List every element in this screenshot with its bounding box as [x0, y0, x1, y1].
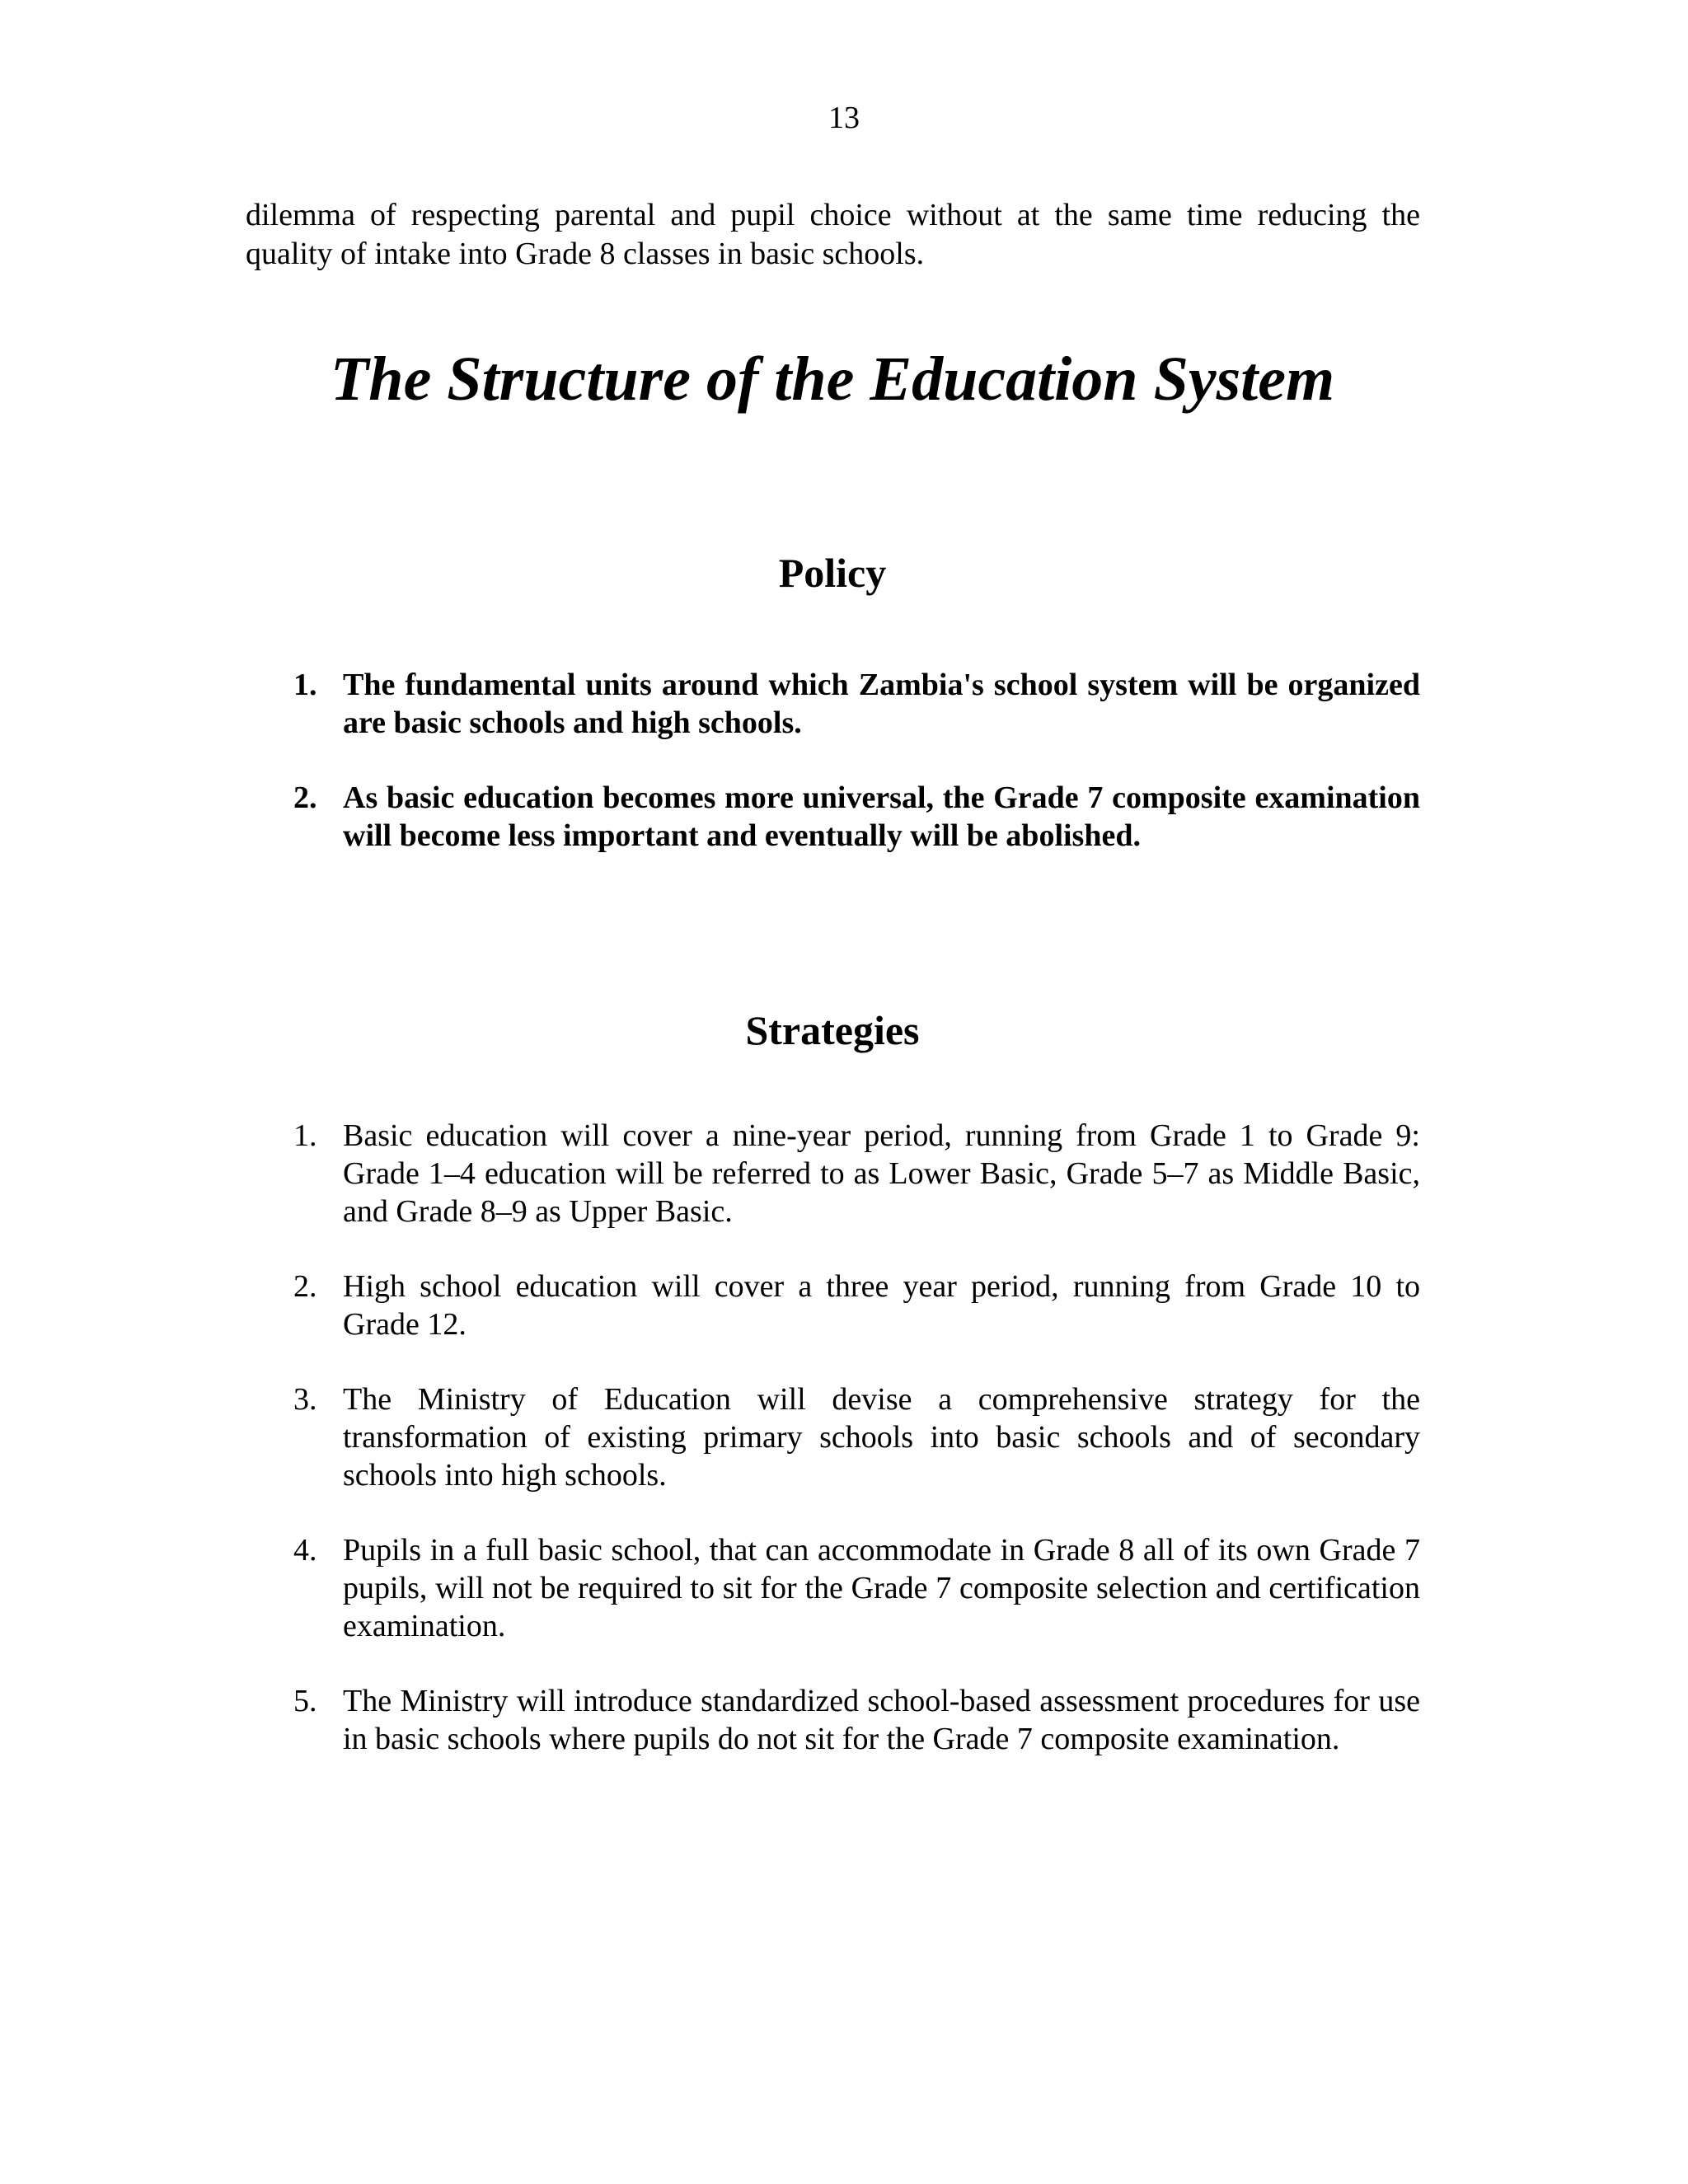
- policy-list: [288, 666, 1420, 892]
- policy-item: [288, 779, 1420, 855]
- policy-heading: Policy: [778, 550, 887, 596]
- strategy-item: [288, 1380, 1420, 1494]
- strategy-item-text: High school education will cover a three year period, running from Grade 10 to Grade 12.: [343, 1269, 1420, 1342]
- strategy-item-text: Pupils in a full basic school, that can accommodate in Grade 8 all of its own Grade 7 pupils, will not be required to sit for the Grade 7 composite selection and certification examination.: [343, 1533, 1420, 1643]
- strategy-item-text: Basic education will cover a nine-year period, running from Grade 1 to Grade 9: Grade 1–4 education will be referred to as Lower Basic, Grade 5–7 as Middle Basic, and Grade 8–9 as Upper Basic.: [343, 1118, 1420, 1229]
- page-title: The Structure of the Education System: [330, 344, 1335, 414]
- policy-item-text: As basic education becomes more universal, the Grade 7 composite examination will become less important and eventually will be abolished.: [343, 780, 1420, 853]
- intro-paragraph: dilemma of respecting parental and pupil choice without at the same time reducing the quality of intake into Grade 8 classes in basic schools.: [246, 198, 1420, 271]
- strategy-item-number: 2.: [293, 1269, 317, 1304]
- strategy-item-number: 3.: [293, 1382, 317, 1417]
- strategy-item-text: The Ministry of Education will devise a comprehensive strategy for the transformation of existing primary schools into basic schools and of secondary schools into high schools.: [343, 1382, 1420, 1493]
- policy-item-text: The fundamental units around which Zambia's school system will be organized are basic schools and high schools.: [343, 668, 1420, 740]
- policy-item-number: 1.: [293, 668, 317, 702]
- strategies-heading: Strategies: [745, 1007, 920, 1053]
- strategy-item-number: 4.: [293, 1533, 317, 1568]
- strategy-item: [288, 1682, 1420, 1758]
- policy-item-number: 2.: [293, 780, 317, 815]
- page-number: 13: [828, 101, 860, 135]
- strategy-item-number: 1.: [293, 1118, 317, 1153]
- policy-item: [288, 666, 1420, 742]
- strategy-item: [288, 1268, 1420, 1343]
- strategy-item-text: The Ministry will introduce standardized school-based assessment procedures for use in basic schools where pupils do not sit for the Grade 7 composite examination.: [343, 1684, 1420, 1756]
- strategies-list: [288, 1117, 1420, 1795]
- strategy-item-number: 5.: [293, 1684, 317, 1718]
- strategy-item: [288, 1117, 1420, 1230]
- strategy-item: [288, 1531, 1420, 1645]
